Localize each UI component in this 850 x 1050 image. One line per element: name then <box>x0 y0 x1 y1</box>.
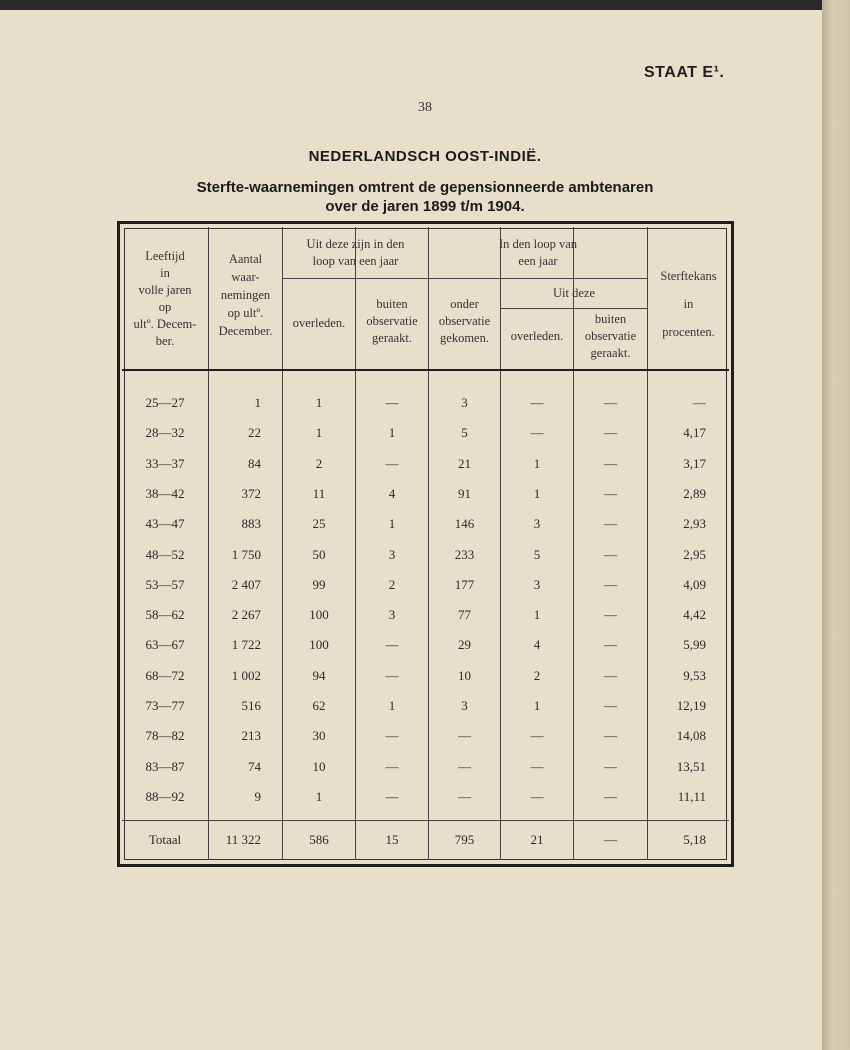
cell-under-observation: — <box>458 728 471 743</box>
col-group-header-2: In den loop van een jaar <box>498 237 578 268</box>
col-header-out-observation-2: buiten observatie geraakt. <box>584 312 637 360</box>
cell-out-observation: 1 <box>388 698 396 713</box>
cell-rate: 13,51 <box>676 759 706 774</box>
cell-age: 25—27 <box>145 395 185 410</box>
cell-under-observation: 77 <box>458 607 471 622</box>
cell-out-observation: — <box>385 456 399 471</box>
cell-out-observation: 3 <box>388 607 396 622</box>
cell-deceased: 10 <box>312 759 326 774</box>
col-header-out-observation: buiten observatie geraakt. <box>366 297 418 345</box>
cell-rate: 2,93 <box>683 516 706 531</box>
cell-out-observation: — <box>385 637 399 652</box>
cell-rate: 5,99 <box>683 637 706 652</box>
page-number: 38 <box>418 100 432 115</box>
cell-age: 33—37 <box>145 456 185 471</box>
cell-out-observation-2: — <box>604 456 617 471</box>
cell-count: 2 267 <box>231 607 261 622</box>
cell-out-observation-2: — <box>604 486 617 501</box>
cell-out-observation-2: — <box>604 577 617 592</box>
cell-age: 88—92 <box>145 789 185 804</box>
cell-out-observation-2: — <box>604 607 617 622</box>
cell-out-observation: — <box>385 759 399 774</box>
cell-count: 1 <box>254 395 261 410</box>
cell-deceased-2: 1 <box>533 486 541 501</box>
cell-deceased-2: — <box>530 395 544 410</box>
col-header-deceased: overleden. <box>292 316 346 330</box>
col-header-deceased-2: overleden. <box>510 329 564 343</box>
total-out-observation-2: — <box>604 832 617 847</box>
cell-under-observation: — <box>458 759 471 774</box>
col-header-age: Leeftijd in volle jaren op ultº. Decem- ber. <box>133 249 197 348</box>
cell-deceased: 11 <box>312 486 326 501</box>
header-bottom-rule <box>122 369 729 371</box>
cell-count: 74 <box>248 759 261 774</box>
cell-out-observation-2: — <box>604 547 617 562</box>
cell-rate: 12,19 <box>676 698 706 713</box>
cell-deceased-2: 5 <box>533 547 541 562</box>
cell-rate: 4,09 <box>683 577 706 592</box>
cell-rate: 14,08 <box>676 728 706 743</box>
cell-deceased-2: — <box>530 425 544 440</box>
cell-out-observation-2: — <box>604 425 617 440</box>
cell-rate: — <box>693 395 706 410</box>
cell-count: 372 <box>241 486 261 501</box>
cell-count: 9 <box>254 789 261 804</box>
cell-deceased: 1 <box>315 425 323 440</box>
cell-deceased-2: 2 <box>533 668 541 683</box>
cell-out-observation: — <box>385 789 399 804</box>
cell-out-observation: — <box>385 395 399 410</box>
cell-under-observation: 146 <box>454 516 475 531</box>
col-header-under-observation: onder observatie gekomen. <box>438 297 491 345</box>
cell-under-observation: — <box>458 789 471 804</box>
cell-out-observation: 1 <box>388 516 396 531</box>
total-count: 11 322 <box>225 832 261 847</box>
cell-out-observation-2: — <box>604 516 617 531</box>
cell-count: 516 <box>241 698 261 713</box>
cell-under-observation: 10 <box>458 668 471 683</box>
col-subgroup-uit-deze: Uit deze <box>553 286 595 300</box>
cell-deceased-2: — <box>530 789 544 804</box>
cell-count: 1 722 <box>231 637 261 652</box>
header-rule <box>283 278 647 279</box>
total-label: Totaal <box>148 832 182 847</box>
cell-under-observation: 5 <box>461 425 468 440</box>
cell-deceased: 100 <box>309 637 329 652</box>
cell-age: 63—67 <box>145 637 185 652</box>
cell-deceased-2: 4 <box>533 637 541 652</box>
cell-age: 38—42 <box>145 486 185 501</box>
cell-rate: 11,11 <box>677 789 706 804</box>
cell-rate: 4,42 <box>683 607 706 622</box>
total-rule <box>122 820 729 821</box>
total-deceased-2: 21 <box>530 832 544 847</box>
cell-out-observation-2: — <box>604 668 617 683</box>
cell-out-observation: — <box>385 728 399 743</box>
cell-deceased-2: — <box>530 728 544 743</box>
cell-out-observation: 3 <box>388 547 396 562</box>
cell-deceased: 100 <box>309 607 329 622</box>
cell-deceased: 50 <box>312 547 326 562</box>
cell-age: 83—87 <box>145 759 185 774</box>
cell-rate: 9,53 <box>683 668 706 683</box>
cell-out-observation: 1 <box>388 425 396 440</box>
cell-out-observation-2: — <box>604 728 617 743</box>
cell-deceased: 30 <box>312 728 326 743</box>
cell-count: 84 <box>248 456 261 471</box>
cell-out-observation-2: — <box>604 759 617 774</box>
cell-age: 73—77 <box>145 698 185 713</box>
col-header-rate: Sterftekans in procenten. <box>660 269 717 339</box>
cell-under-observation: 21 <box>458 456 471 471</box>
staat-label: STAAT E¹. <box>644 64 725 81</box>
cell-out-observation-2: — <box>604 789 617 804</box>
cell-count: 883 <box>241 516 261 531</box>
cell-rate: 2,89 <box>683 486 706 501</box>
cell-deceased: 62 <box>312 698 326 713</box>
cell-deceased-2: 3 <box>533 577 541 592</box>
region-heading: NEDERLANDSCH OOST-INDIË. <box>308 148 542 165</box>
cell-age: 53—57 <box>145 577 185 592</box>
cell-count: 1 750 <box>231 547 261 562</box>
cell-under-observation: 29 <box>458 637 471 652</box>
cell-deceased: 1 <box>315 789 323 804</box>
cell-age: 68—72 <box>145 668 185 683</box>
cell-count: 213 <box>241 728 261 743</box>
header-rule <box>501 308 647 309</box>
cell-deceased-2: 1 <box>533 456 541 471</box>
cell-deceased-2: 1 <box>533 698 541 713</box>
cell-out-observation: — <box>385 668 399 683</box>
cell-count: 1 002 <box>231 668 261 683</box>
cell-under-observation: 3 <box>461 395 468 410</box>
cell-age: 48—52 <box>145 547 185 562</box>
cell-deceased: 2 <box>315 456 323 471</box>
cell-age: 43—47 <box>145 516 185 531</box>
title-line-1: Sterfte-waarnemingen omtrent de gepensionneerde ambtenaren <box>196 179 654 196</box>
total-deceased: 586 <box>309 832 329 847</box>
cell-under-observation: 3 <box>461 698 468 713</box>
cell-deceased-2: 3 <box>533 516 541 531</box>
cell-deceased: 94 <box>312 668 326 683</box>
cell-out-observation: 2 <box>388 577 396 592</box>
cell-count: 2 407 <box>231 577 261 592</box>
col-header-count: Aantal waar- nemingen op ultº. December. <box>218 252 273 338</box>
cell-deceased: 25 <box>312 516 326 531</box>
cell-count: 22 <box>248 425 261 440</box>
cell-rate: 3,17 <box>683 456 706 471</box>
cell-out-observation: 4 <box>388 486 396 501</box>
cell-deceased-2: 1 <box>533 607 541 622</box>
cell-deceased: 99 <box>312 577 326 592</box>
cell-out-observation-2: — <box>604 395 617 410</box>
total-rate: 5,18 <box>683 832 706 847</box>
cell-deceased-2: — <box>530 759 544 774</box>
cell-rate: 2,95 <box>683 547 706 562</box>
cell-rate: 4,17 <box>683 425 706 440</box>
cell-under-observation: 233 <box>454 547 475 562</box>
cell-out-observation-2: — <box>604 698 617 713</box>
cell-out-observation-2: — <box>604 637 617 652</box>
col-group-header-1: Uit deze zijn in den loop van een jaar <box>306 237 405 268</box>
total-out-observation: 15 <box>385 832 399 847</box>
title-line-2: over de jaren 1899 t/m 1904. <box>325 198 525 215</box>
cell-under-observation: 91 <box>458 486 471 501</box>
cell-age: 28—32 <box>145 425 185 440</box>
cell-deceased: 1 <box>315 395 323 410</box>
cell-age: 58—62 <box>145 607 185 622</box>
cell-under-observation: 177 <box>454 577 475 592</box>
cell-age: 78—82 <box>145 728 185 743</box>
table-title <box>0 178 850 216</box>
total-under-observation: 795 <box>454 832 475 847</box>
